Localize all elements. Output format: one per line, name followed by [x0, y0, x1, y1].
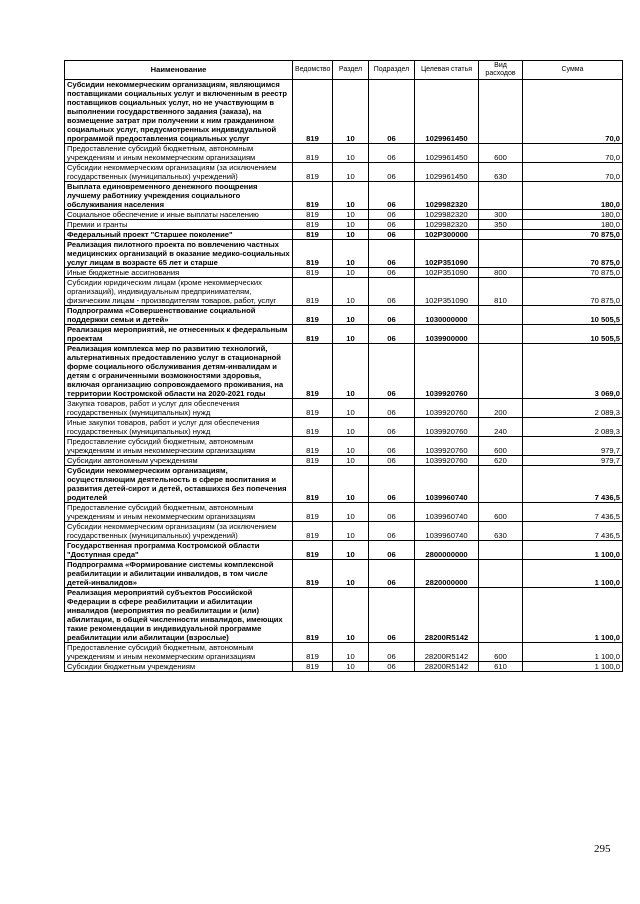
cell-name: Субсидии бюджетным учреждениям — [65, 662, 293, 672]
cell-section: 10 — [333, 163, 369, 182]
cell-expense-type — [479, 560, 523, 588]
cell-expense-type — [479, 466, 523, 503]
cell-name: Предоставление субсидий бюджетным, автономным учреждениям и иным некоммерческим организациям — [65, 144, 293, 163]
cell-subsection: 06 — [369, 210, 415, 220]
cell-section: 10 — [333, 230, 369, 240]
cell-ministry: 819 — [293, 240, 333, 268]
cell-section: 10 — [333, 560, 369, 588]
cell-subsection: 06 — [369, 278, 415, 306]
table-row — [65, 662, 623, 672]
table-row — [65, 437, 623, 456]
table-row — [65, 325, 623, 344]
cell-ministry: 819 — [293, 210, 333, 220]
cell-section: 10 — [333, 503, 369, 522]
cell-name: Субсидии некоммерческим организациям (за исключением государственных (муниципальных) учреждений) — [65, 522, 293, 541]
cell-target: 2820000000 — [415, 560, 479, 588]
cell-name: Подпрограмма «Формирование системы комплексной реабилитации и абилитации инвалидов, в том числе детей-инвалидов» — [65, 560, 293, 588]
cell-expense-type: 810 — [479, 278, 523, 306]
cell-target: 28200R5142 — [415, 662, 479, 672]
cell-expense-type: 600 — [479, 437, 523, 456]
cell-name: Реализация комплекса мер по развитию технологий, альтернативных предоставлению услуг в стационарной форме социального обслуживания детям-инвалидам и детям с ограниченными возможностями здоровья, включая организацию сопровождаемого проживания, на территории Костромской области на 2020-2021 годы — [65, 344, 293, 399]
cell-section: 10 — [333, 182, 369, 210]
cell-subsection: 06 — [369, 643, 415, 662]
cell-name: Закупка товаров, работ и услуг для обеспечения государственных (муниципальных) нужд — [65, 399, 293, 418]
cell-name: Выплата единовременного денежного поощрения лучшему работнику учреждения социального обслуживания населения — [65, 182, 293, 210]
cell-sum: 70 875,0 — [523, 278, 623, 306]
cell-name: Предоставление субсидий бюджетным, автономным учреждениям и иным некоммерческим организациям — [65, 437, 293, 456]
cell-subsection: 06 — [369, 325, 415, 344]
cell-sum: 979,7 — [523, 456, 623, 466]
cell-target: 1029961450 — [415, 80, 479, 144]
table-row — [65, 144, 623, 163]
cell-ministry: 819 — [293, 344, 333, 399]
cell-section: 10 — [333, 306, 369, 325]
cell-subsection: 06 — [369, 144, 415, 163]
table-row — [65, 503, 623, 522]
cell-ministry: 819 — [293, 437, 333, 456]
cell-section: 10 — [333, 144, 369, 163]
cell-section: 10 — [333, 466, 369, 503]
cell-ministry: 819 — [293, 399, 333, 418]
cell-ministry: 819 — [293, 182, 333, 210]
table-row — [65, 418, 623, 437]
cell-expense-type: 630 — [479, 163, 523, 182]
cell-section: 10 — [333, 588, 369, 643]
table-row — [65, 182, 623, 210]
table-row — [65, 163, 623, 182]
cell-name: Реализация мероприятий субъектов Российской Федерации в сфере реабилитации и абилитации инвалидов (мероприятия по реабилитации и (или) абилитации, в общей численности инвалидов, имеющих такие рекомендации в индивидуальной программе реабилитации или абилитации (взрослые) — [65, 588, 293, 643]
cell-name: Субсидии юридическим лицам (кроме некоммерческих организаций), индивидуальным предпринимателям, физическим лицам - производителям товаров, работ, услуг — [65, 278, 293, 306]
cell-name: Реализация мероприятий, не отнесенных к федеральным проектам — [65, 325, 293, 344]
cell-ministry: 819 — [293, 144, 333, 163]
cell-subsection: 06 — [369, 163, 415, 182]
cell-section: 10 — [333, 522, 369, 541]
cell-sum: 7 436,5 — [523, 522, 623, 541]
cell-sum: 180,0 — [523, 182, 623, 210]
cell-section: 10 — [333, 220, 369, 230]
cell-expense-type — [479, 240, 523, 268]
cell-expense-type: 620 — [479, 456, 523, 466]
cell-ministry: 819 — [293, 588, 333, 643]
cell-sum: 1 100,0 — [523, 643, 623, 662]
cell-name: Предоставление субсидий бюджетным, автономным учреждениям и иным некоммерческим организациям — [65, 503, 293, 522]
cell-name: Премии и гранты — [65, 220, 293, 230]
cell-name: Реализация пилотного проекта по вовлечению частных медицинских организаций в оказание медико-социальных услуг лицам в возрасте 65 лет и старше — [65, 240, 293, 268]
cell-ministry: 819 — [293, 503, 333, 522]
page-number: 295 — [594, 843, 611, 855]
cell-expense-type: 630 — [479, 522, 523, 541]
table-row — [65, 560, 623, 588]
cell-section: 10 — [333, 643, 369, 662]
cell-expense-type: 600 — [479, 503, 523, 522]
cell-expense-type — [479, 80, 523, 144]
header-section: Раздел — [333, 61, 369, 80]
cell-subsection: 06 — [369, 541, 415, 560]
table-row — [65, 278, 623, 306]
cell-target: 102P300000 — [415, 230, 479, 240]
cell-ministry: 819 — [293, 268, 333, 278]
cell-ministry: 819 — [293, 418, 333, 437]
cell-target: 102P351090 — [415, 240, 479, 268]
cell-name: Социальное обеспечение и иные выплаты населению — [65, 210, 293, 220]
table-row — [65, 210, 623, 220]
table-row — [65, 643, 623, 662]
cell-sum: 70,0 — [523, 144, 623, 163]
table-row — [65, 220, 623, 230]
cell-target: 1030000000 — [415, 306, 479, 325]
cell-ministry: 819 — [293, 163, 333, 182]
cell-sum: 7 436,5 — [523, 466, 623, 503]
cell-target: 1039920760 — [415, 344, 479, 399]
cell-subsection: 06 — [369, 437, 415, 456]
cell-ministry: 819 — [293, 306, 333, 325]
cell-sum: 1 100,0 — [523, 541, 623, 560]
cell-section: 10 — [333, 80, 369, 144]
cell-sum: 70 875,0 — [523, 268, 623, 278]
cell-subsection: 06 — [369, 662, 415, 672]
cell-subsection: 06 — [369, 240, 415, 268]
cell-sum: 3 069,0 — [523, 344, 623, 399]
cell-expense-type — [479, 541, 523, 560]
cell-ministry: 819 — [293, 662, 333, 672]
table-row — [65, 399, 623, 418]
table-row — [65, 268, 623, 278]
cell-sum: 70,0 — [523, 80, 623, 144]
cell-ministry: 819 — [293, 643, 333, 662]
cell-subsection: 06 — [369, 80, 415, 144]
cell-expense-type: 350 — [479, 220, 523, 230]
cell-expense-type — [479, 588, 523, 643]
cell-section: 10 — [333, 210, 369, 220]
cell-section: 10 — [333, 240, 369, 268]
cell-sum: 180,0 — [523, 220, 623, 230]
cell-subsection: 06 — [369, 344, 415, 399]
cell-sum: 2 089,3 — [523, 418, 623, 437]
table-row — [65, 230, 623, 240]
cell-section: 10 — [333, 418, 369, 437]
cell-expense-type — [479, 230, 523, 240]
cell-expense-type: 240 — [479, 418, 523, 437]
cell-ministry: 819 — [293, 325, 333, 344]
table-row — [65, 456, 623, 466]
cell-subsection: 06 — [369, 230, 415, 240]
header-ministry: Ведомство — [293, 61, 333, 80]
cell-ministry: 819 — [293, 220, 333, 230]
cell-sum: 10 505,5 — [523, 325, 623, 344]
cell-sum: 70 875,0 — [523, 240, 623, 268]
cell-target: 1039920760 — [415, 399, 479, 418]
cell-sum: 70 875,0 — [523, 230, 623, 240]
cell-expense-type: 610 — [479, 662, 523, 672]
table-row — [65, 541, 623, 560]
table-row — [65, 344, 623, 399]
cell-ministry: 819 — [293, 230, 333, 240]
table-row — [65, 588, 623, 643]
budget-table — [64, 60, 623, 672]
cell-name: Субсидии некоммерческим организациям, осуществляющим деятельность в сфере воспитания и развития детей-сирот и детей, оставшихся без попечения родителей — [65, 466, 293, 503]
cell-name: Федеральный проект "Старшее поколение" — [65, 230, 293, 240]
cell-ministry: 819 — [293, 278, 333, 306]
cell-target: 1039960740 — [415, 466, 479, 503]
cell-ministry: 819 — [293, 456, 333, 466]
cell-expense-type — [479, 306, 523, 325]
cell-section: 10 — [333, 662, 369, 672]
header-subsection: Подраздел — [369, 61, 415, 80]
cell-subsection: 06 — [369, 456, 415, 466]
cell-target: 28200R5142 — [415, 643, 479, 662]
table-row — [65, 522, 623, 541]
cell-name: Предоставление субсидий бюджетным, автономным учреждениям и иным некоммерческим организациям — [65, 643, 293, 662]
cell-section: 10 — [333, 437, 369, 456]
cell-expense-type — [479, 182, 523, 210]
cell-subsection: 06 — [369, 182, 415, 210]
cell-target: 102P351090 — [415, 268, 479, 278]
cell-expense-type: 600 — [479, 144, 523, 163]
cell-subsection: 06 — [369, 220, 415, 230]
cell-name: Субсидии некоммерческим организациям, являющимся поставщиками социальных услуг и включенным в реестр поставщиков социальных услуг, но не участвующим в выполнении государственного задания (заказа), на возмещение затрат при получении к ним гражданином социальных услуг, предусмотренных индивидуальной программой предоставления социальных услуг — [65, 80, 293, 144]
cell-section: 10 — [333, 268, 369, 278]
cell-sum: 1 100,0 — [523, 560, 623, 588]
cell-subsection: 06 — [369, 522, 415, 541]
cell-name: Субсидии некоммерческим организациям (за исключением государственных (муниципальных) учреждений) — [65, 163, 293, 182]
table-header-row — [65, 61, 623, 80]
cell-target: 1029982320 — [415, 182, 479, 210]
cell-target: 1029982320 — [415, 210, 479, 220]
cell-name: Иные закупки товаров, работ и услуг для обеспечения государственных (муниципальных) нужд — [65, 418, 293, 437]
cell-sum: 7 436,5 — [523, 503, 623, 522]
cell-expense-type: 300 — [479, 210, 523, 220]
cell-sum: 2 089,3 — [523, 399, 623, 418]
cell-ministry: 819 — [293, 466, 333, 503]
cell-subsection: 06 — [369, 306, 415, 325]
cell-section: 10 — [333, 399, 369, 418]
cell-subsection: 06 — [369, 466, 415, 503]
cell-section: 10 — [333, 541, 369, 560]
cell-subsection: 06 — [369, 560, 415, 588]
cell-name: Иные бюджетные ассигнования — [65, 268, 293, 278]
cell-target: 1039960740 — [415, 503, 479, 522]
cell-target: 102P351090 — [415, 278, 479, 306]
cell-section: 10 — [333, 278, 369, 306]
cell-subsection: 06 — [369, 399, 415, 418]
cell-ministry: 819 — [293, 80, 333, 144]
header-sum: Сумма — [523, 61, 623, 80]
table-row — [65, 306, 623, 325]
cell-section: 10 — [333, 325, 369, 344]
cell-sum: 1 100,0 — [523, 662, 623, 672]
cell-target: 1039900000 — [415, 325, 479, 344]
cell-target: 1029982320 — [415, 220, 479, 230]
cell-sum: 1 100,0 — [523, 588, 623, 643]
cell-name: Государственная программа Костромской области "Доступная среда" — [65, 541, 293, 560]
cell-ministry: 819 — [293, 560, 333, 588]
cell-expense-type: 800 — [479, 268, 523, 278]
cell-ministry: 819 — [293, 541, 333, 560]
cell-sum: 10 505,5 — [523, 306, 623, 325]
cell-sum: 979,7 — [523, 437, 623, 456]
cell-expense-type: 600 — [479, 643, 523, 662]
cell-subsection: 06 — [369, 418, 415, 437]
cell-sum: 180,0 — [523, 210, 623, 220]
cell-section: 10 — [333, 456, 369, 466]
header-expense-type: Вид расходов — [479, 61, 523, 80]
cell-subsection: 06 — [369, 503, 415, 522]
cell-expense-type — [479, 325, 523, 344]
table-row — [65, 466, 623, 503]
cell-subsection: 06 — [369, 588, 415, 643]
cell-target: 1039920760 — [415, 456, 479, 466]
cell-target: 2800000000 — [415, 541, 479, 560]
cell-target: 1039960740 — [415, 522, 479, 541]
cell-sum: 70,0 — [523, 163, 623, 182]
cell-name: Подпрограмма «Совершенствование социальной поддержки семьи и детей» — [65, 306, 293, 325]
table-row — [65, 80, 623, 144]
cell-target: 1029961450 — [415, 163, 479, 182]
cell-target: 1039920760 — [415, 437, 479, 456]
cell-target: 28200R5142 — [415, 588, 479, 643]
cell-ministry: 819 — [293, 522, 333, 541]
header-target: Целевая статья — [415, 61, 479, 80]
header-name: Наименование — [65, 61, 293, 80]
cell-expense-type: 200 — [479, 399, 523, 418]
cell-target: 1039920760 — [415, 418, 479, 437]
cell-expense-type — [479, 344, 523, 399]
cell-subsection: 06 — [369, 268, 415, 278]
table-row — [65, 240, 623, 268]
cell-section: 10 — [333, 344, 369, 399]
cell-target: 1029961450 — [415, 144, 479, 163]
cell-name: Субсидии автономным учреждениям — [65, 456, 293, 466]
